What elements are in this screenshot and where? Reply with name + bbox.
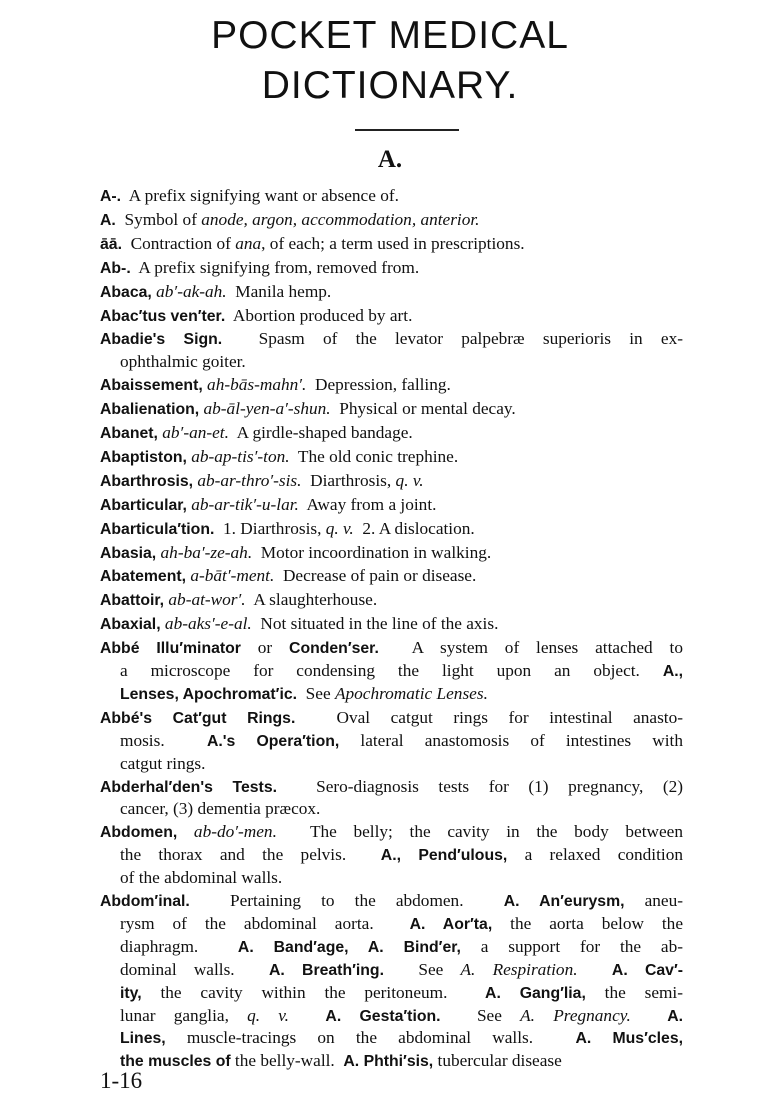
definition-text: See: [297, 683, 335, 703]
definition-text: , of each; a term used in prescriptions.: [261, 233, 525, 253]
definition-text: Diarthrosis,: [301, 470, 396, 490]
headword-text: A. Mus′cles,: [575, 1030, 683, 1048]
headword-text: Conden′ser.: [289, 640, 379, 658]
pronunciation-or-reference-text: q. v.: [325, 518, 354, 538]
definition-text: Pertaining to the abdomen.: [189, 891, 504, 911]
definition-text: Away from a joint.: [298, 494, 437, 514]
pronunciation-or-reference-text: ah-ba′-ze-ah.: [160, 542, 253, 562]
definition-text: 2. A dislocation.: [353, 518, 475, 538]
pronunciation-or-reference-text: ab-do′-men.: [193, 822, 277, 842]
pronunciation-or-reference-text: ab′-ak-ah.: [156, 281, 227, 301]
headword-text: A. Gesta′tion.: [325, 1007, 441, 1025]
entry-first-line: [100, 209, 683, 233]
dictionary-entry: [100, 821, 683, 890]
entry-first-line: [100, 470, 683, 494]
book-title-line-1: POCKET MEDICAL: [211, 14, 569, 57]
dictionary-entry: [100, 446, 683, 470]
entry-continuation-line: [100, 982, 683, 1005]
entry-continuation-line: [100, 936, 683, 959]
definition-text: ophthalmic goiter.: [120, 352, 246, 372]
definition-text: catgut rings.: [120, 753, 206, 773]
dictionary-entry: [100, 233, 683, 257]
definition-text: lunar ganglia,: [120, 1005, 248, 1025]
dictionary-entry: [100, 305, 683, 329]
dictionary-entry: [100, 470, 683, 494]
entry-first-line: [100, 257, 683, 281]
definition-text: Physical or mental decay.: [330, 399, 516, 419]
definition-text: the belly-wall.: [230, 1051, 344, 1071]
definition-text: aneu-: [624, 891, 683, 911]
definition-text: Abortion produced by art.: [225, 305, 413, 325]
pronunciation-or-reference-text: ana: [235, 233, 262, 253]
pronunciation-or-reference-text: q. v.: [247, 1005, 289, 1025]
definition-text: A girdle-shaped bandage.: [228, 423, 413, 443]
headword-text: āā.: [100, 235, 122, 253]
entry-first-line: [100, 589, 683, 613]
entry-continuation-line: [100, 1027, 683, 1050]
entry-first-line: [100, 542, 683, 566]
pronunciation-or-reference-text: ab′-an-et.: [162, 423, 229, 443]
headword-text: Abdom′inal.: [100, 893, 190, 911]
book-title-line-2: DICTIONARY.: [261, 64, 519, 107]
headword-text: Lenses, Apochromat′ic.: [120, 685, 298, 703]
definition-text: A prefix signifying from, removed from.: [130, 257, 420, 277]
headword-text: Abarticula′tion.: [100, 520, 215, 538]
definition-text: A prefix signifying want or absence of.: [121, 186, 399, 205]
definition-text: a microscope for condensing the light upon an object.: [120, 661, 663, 681]
headword-text: Abattoir,: [100, 592, 165, 610]
headword-text: Abarthrosis,: [100, 472, 194, 490]
definition-text: Sero-diagnosis tests for (1) pregnancy, (2): [277, 776, 683, 796]
headword-text: A. Gang′lia,: [485, 984, 586, 1002]
definition-text: a support for the ab-: [460, 936, 683, 956]
headword-text: A-.: [100, 188, 122, 205]
dictionary-entry: [100, 613, 683, 637]
definition-text: dominal walls.: [120, 959, 269, 979]
headword-text: Abderhal′den's Tests.: [100, 778, 277, 796]
definition-text: A system of lenses attached to: [378, 638, 683, 658]
entry-continuation-line: [100, 351, 683, 374]
definition-text: See: [440, 1005, 521, 1025]
definition-text: or: [240, 638, 290, 658]
title-divider: [355, 129, 459, 131]
definition-text: tubercular disease: [433, 1051, 562, 1071]
definition-text: a relaxed condition: [507, 845, 683, 865]
entry-first-line: [100, 565, 683, 589]
headword-text: A. Phthi′sis,: [343, 1053, 434, 1071]
entry-first-line: [100, 707, 683, 730]
headword-text: A.,: [662, 663, 683, 681]
definition-text: Not situated in the line of the axis.: [251, 614, 499, 634]
headword-text: Abaissement,: [100, 377, 203, 395]
entry-first-line: [100, 305, 683, 329]
headword-text: A. Breath′ing.: [269, 961, 384, 979]
pronunciation-or-reference-text: q. v.: [395, 470, 424, 490]
definition-text: 1. Diarthrosis,: [214, 518, 326, 538]
dictionary-entry: [100, 890, 683, 1074]
headword-text: Lines,: [120, 1030, 166, 1048]
definition-text: Spasm of the levator palpebræ superioris in ex-: [222, 329, 683, 349]
headword-text: A.: [667, 1007, 683, 1025]
definition-text: Motor incoordination in walking.: [252, 542, 492, 562]
entry-first-line: [100, 328, 683, 351]
headword-text: A., Pend′ulous,: [380, 847, 508, 865]
headword-text: Abanet,: [100, 425, 158, 443]
dictionary-entries: [100, 185, 683, 1074]
definition-text: Decrease of pain or disease.: [274, 566, 477, 586]
dictionary-entry: [100, 518, 683, 542]
definition-text: See: [383, 959, 461, 979]
definition-text: the semi-: [585, 982, 683, 1002]
entry-first-line: [100, 518, 683, 542]
page-signature-mark: 1-16: [100, 1068, 143, 1093]
definition-text: the cavity within the peritoneum.: [141, 982, 486, 1002]
entry-first-line: [100, 494, 683, 518]
dictionary-entry: [100, 776, 683, 822]
pronunciation-or-reference-text: anode, argon, accommodation, anterior.: [201, 209, 480, 229]
headword-text: A. Aor′ta,: [409, 915, 493, 933]
entry-first-line: [100, 281, 683, 305]
definition-text: [578, 960, 612, 979]
entry-first-line: [100, 233, 683, 257]
dictionary-entry: [100, 398, 683, 422]
entry-continuation-line: [100, 730, 683, 753]
headword-text: the muscles of: [120, 1053, 231, 1071]
headword-text: Abac′tus ven′ter.: [100, 307, 226, 325]
dictionary-entry: [100, 637, 683, 707]
headword-text: Abaca,: [100, 283, 152, 301]
entry-continuation-line: [100, 1005, 683, 1028]
entry-continuation-line: [100, 660, 683, 683]
headword-text: Abdomen,: [100, 824, 178, 842]
entry-first-line: [100, 374, 683, 398]
pronunciation-or-reference-text: ab-āl-yen-a′-shun.: [203, 399, 331, 419]
pronunciation-or-reference-text: ab-at-wor′.: [168, 590, 246, 610]
pronunciation-or-reference-text: A. Respiration.: [460, 959, 578, 979]
headword-text: Abalienation,: [100, 401, 200, 419]
dictionary-entry: [100, 494, 683, 518]
section-letter-heading: A.: [377, 146, 403, 173]
definition-text: Contraction of: [121, 233, 236, 253]
definition-text: lateral anastomosis of intestines with: [339, 730, 683, 750]
entry-first-line: [100, 821, 683, 844]
entry-continuation-line: [100, 959, 683, 982]
definition-text: of the abdominal walls.: [120, 868, 283, 888]
pronunciation-or-reference-text: A. Pregnancy.: [520, 1005, 631, 1025]
definition-text: Symbol of: [115, 209, 202, 229]
definition-text: muscle-tracings on the abdominal walls.: [165, 1028, 576, 1048]
pronunciation-or-reference-text: ah-bās-mahn′.: [207, 375, 307, 395]
definition-text: A slaughterhouse.: [245, 590, 378, 610]
headword-text: Abatement,: [100, 568, 187, 586]
definition-text: The belly; the cavity in the body between: [276, 822, 683, 842]
entry-first-line: [100, 890, 683, 913]
entry-first-line: [100, 398, 683, 422]
headword-text: A. An′eurysm,: [503, 893, 625, 911]
definition-text: [177, 822, 194, 841]
entry-continuation-line: [100, 753, 683, 776]
definition-text: [631, 1006, 667, 1025]
definition-text: diaphragm.: [120, 936, 238, 956]
dictionary-entry: [100, 257, 683, 281]
headword-text: Abaptiston,: [100, 448, 187, 466]
definition-text: the thorax and the pelvis.: [120, 845, 381, 865]
headword-text: Ab-.: [100, 259, 131, 277]
entry-first-line: [100, 446, 683, 470]
dictionary-entry: [100, 422, 683, 446]
entry-first-line: [100, 776, 683, 799]
headword-text: A.: [100, 211, 116, 229]
entry-continuation-line: [100, 844, 683, 867]
headword-text: Abarticular,: [100, 496, 187, 514]
headword-text: Abadie's Sign.: [100, 331, 223, 349]
dictionary-entry: [100, 328, 683, 374]
headword-text: Abasia,: [100, 544, 157, 562]
headword-text: A. Band′age, A. Bind′er,: [237, 938, 461, 956]
entry-first-line: [100, 637, 683, 660]
dictionary-entry: [100, 565, 683, 589]
entry-continuation-line: [100, 867, 683, 890]
pronunciation-or-reference-text: Apochromatic Lenses.: [334, 683, 488, 703]
definition-text: The old conic trephine.: [289, 446, 459, 466]
definition-text: [289, 1006, 325, 1025]
pronunciation-or-reference-text: ab-ar-thro′-sis.: [197, 470, 302, 490]
entry-first-line: [100, 185, 683, 209]
pronunciation-or-reference-text: ab-ar-tik′-u-lar.: [191, 494, 299, 514]
headword-text: A. Cav′-: [611, 961, 683, 979]
entry-first-line: [100, 613, 683, 637]
pronunciation-or-reference-text: a-bāt′-ment.: [190, 566, 275, 586]
definition-text: cancer, (3) dementia præcox.: [120, 799, 321, 819]
headword-text: ity,: [120, 984, 142, 1002]
dictionary-entry: [100, 185, 683, 209]
headword-text: Abbé's Cat′gut Rings.: [100, 709, 296, 727]
entry-continuation-line: [100, 798, 683, 821]
entry-continuation-line: [100, 1050, 683, 1074]
entry-continuation-line: [100, 683, 683, 707]
dictionary-entry: [100, 374, 683, 398]
dictionary-entry: [100, 707, 683, 776]
dictionary-entry: [100, 542, 683, 566]
dictionary-entry: [100, 209, 683, 233]
headword-text: Abaxial,: [100, 616, 161, 634]
entry-first-line: [100, 422, 683, 446]
definition-text: mosis.: [120, 730, 207, 750]
pronunciation-or-reference-text: ab-ap-tis′-ton.: [191, 446, 290, 466]
definition-text: rysm of the abdominal aorta.: [120, 913, 410, 933]
definition-text: Depression, falling.: [306, 375, 451, 395]
definition-text: Manila hemp.: [226, 281, 332, 301]
dictionary-entry: [100, 281, 683, 305]
headword-text: Abbé Illu′minator: [100, 640, 241, 658]
headword-text: A.'s Opera′tion,: [206, 732, 340, 750]
entry-continuation-line: [100, 913, 683, 936]
definition-text: Oval catgut rings for intestinal anasto-: [295, 707, 683, 727]
pronunciation-or-reference-text: ab-aks′-e-al.: [164, 614, 252, 634]
dictionary-entry: [100, 589, 683, 613]
definition-text: the aorta below the: [492, 913, 683, 933]
